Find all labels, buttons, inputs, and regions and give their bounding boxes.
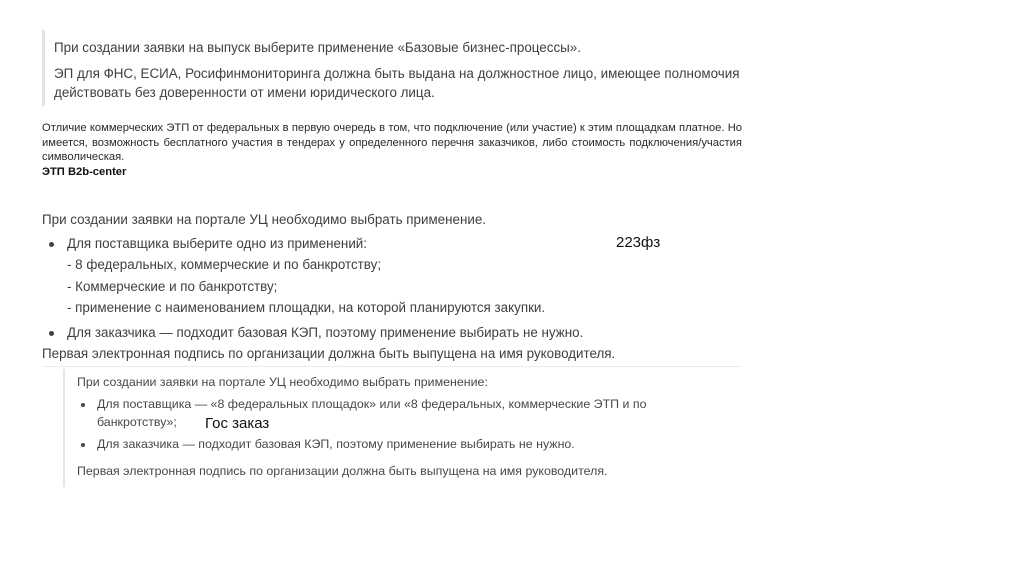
b2b-center-heading: ЭТП B2b-center bbox=[42, 165, 127, 178]
annotation-gos-zakaz: Гос заказ bbox=[205, 415, 270, 432]
application-list bbox=[65, 395, 725, 453]
list-item-customer bbox=[42, 322, 742, 344]
supplier-option-1: - 8 федеральных, коммерческие и по банкротству; bbox=[67, 257, 382, 272]
portal-intro-text: При создании заявки на портале УЦ необходимо выбрать применение. bbox=[42, 212, 486, 227]
closing-text: Первая электронная подпись по организации должна быть выпущена на имя руководителя. bbox=[42, 346, 616, 361]
list-item-customer bbox=[65, 435, 725, 453]
list-item-supplier bbox=[65, 395, 725, 431]
customer-text: Для заказчика — подходит базовая КЭП, поэтому применение выбирать не нужно. bbox=[97, 437, 575, 451]
portal-application-block-gos bbox=[63, 369, 745, 487]
bullet-icon bbox=[49, 331, 54, 336]
bullet-icon bbox=[81, 403, 85, 407]
supplier-text: Для поставщика выберите одно из применений: bbox=[67, 235, 368, 251]
customer-text: Для заказчика — подходит базовая КЭП, поэтому применение выбирать не нужно. bbox=[67, 324, 584, 340]
annotation-223fz: 223фз bbox=[616, 234, 661, 251]
basic-processes-text: При создании заявки на выпуск выберите применение «Базовые бизнес-процессы». bbox=[54, 40, 581, 55]
bullet-icon bbox=[49, 242, 54, 247]
portal-application-block-223 bbox=[42, 209, 742, 365]
closing-text: Первая электронная подпись по организации должна быть выпущена на имя руководителя. bbox=[77, 464, 608, 478]
quote-block-basic-processes bbox=[42, 30, 745, 106]
bullet-icon bbox=[81, 443, 85, 447]
portal-intro-text: При создании заявки на портале УЦ необходимо выбрать применение: bbox=[77, 375, 488, 389]
commercial-etp-paragraph: Отличие коммерческих ЭТП от федеральных в первую очередь в том, что подключение (или участие) к этим площадкам платное. Но имеется, возможность бесплатного участия в тендерах у определенного перечня заказчиков, либо стоимость подключения/участия символическая. bbox=[42, 122, 742, 163]
supplier-option-2: - Коммерческие и по банкротству; bbox=[67, 278, 278, 294]
official-signature-text: ЭП для ФНС, ЕСИА, Росифинмониторинга должна быть выдана на должностное лицо, имеющее полномочия действовать без доверенности от имени юридического лица. bbox=[54, 66, 740, 100]
divider bbox=[42, 366, 742, 367]
supplier-option-3: - применение с наименованием площадки, на которой планируются закупки. bbox=[67, 300, 546, 315]
commercial-etp-section bbox=[42, 121, 742, 179]
supplier-text: Для поставщика — «8 федеральных площадок» или «8 федеральных, коммерческие ЭТП и по банкротству»; bbox=[97, 397, 647, 429]
